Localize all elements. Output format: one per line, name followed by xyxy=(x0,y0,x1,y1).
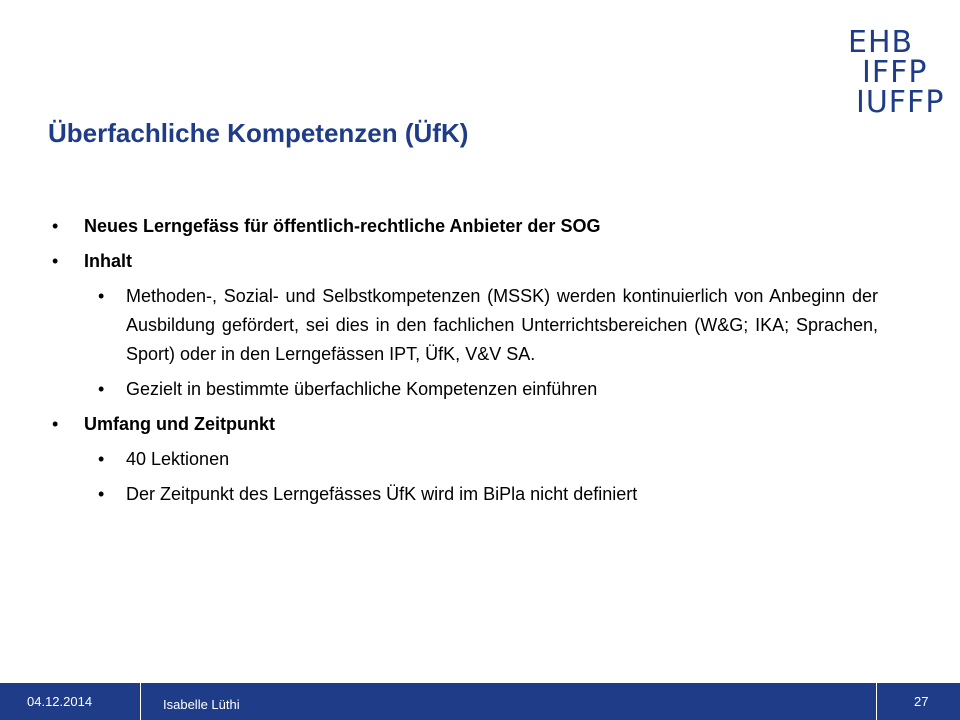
bullet-scope-and-timing: • Umfang und Zeitpunkt xyxy=(48,410,878,439)
bullet-new-learning-vessel: • Neues Lerngefäss für öffentlich-rechtliche Anbieter der SOG xyxy=(48,212,878,241)
logo-line-2: IFFP xyxy=(862,55,928,90)
footer-date: 04.12.2014 xyxy=(27,694,93,709)
footer-bar xyxy=(0,683,960,720)
footer-divider xyxy=(140,683,141,720)
slide-title: Überfachliche Kompetenzen (ÜfK) xyxy=(48,118,469,148)
logo-line-1: EHB xyxy=(848,25,914,60)
sub-bullet-introduce-competencies: • Gezielt in bestimmte überfachliche Kompetenzen einführen xyxy=(48,375,878,404)
sub-bullet-timing-not-defined: • Der Zeitpunkt des Lerngefässes ÜfK wird im BiPla nicht definiert xyxy=(48,480,878,509)
institution-logo xyxy=(848,25,945,120)
logo-line-3: IUFFP xyxy=(856,85,945,120)
sub-bullet-lessons: • 40 Lektionen xyxy=(48,445,878,474)
page-number: 27 xyxy=(914,694,929,709)
slide-content xyxy=(48,212,878,515)
footer-divider xyxy=(876,683,877,720)
footer-author: Isabelle Lüthi xyxy=(163,697,240,712)
bullet-content: • Inhalt xyxy=(48,247,878,276)
sub-bullet-mssk: • Methoden-, Sozial- und Selbstkompetenzen (MSSK) werden kontinuierlich von Anbeginn der Ausbildung gefördert, sei dies in den fachlichen Unterrichtsbereichen (W&G; IKA; Sprachen, Sport) oder in den Lerngefässen IPT, ÜfK, V&V SA. xyxy=(48,282,878,369)
